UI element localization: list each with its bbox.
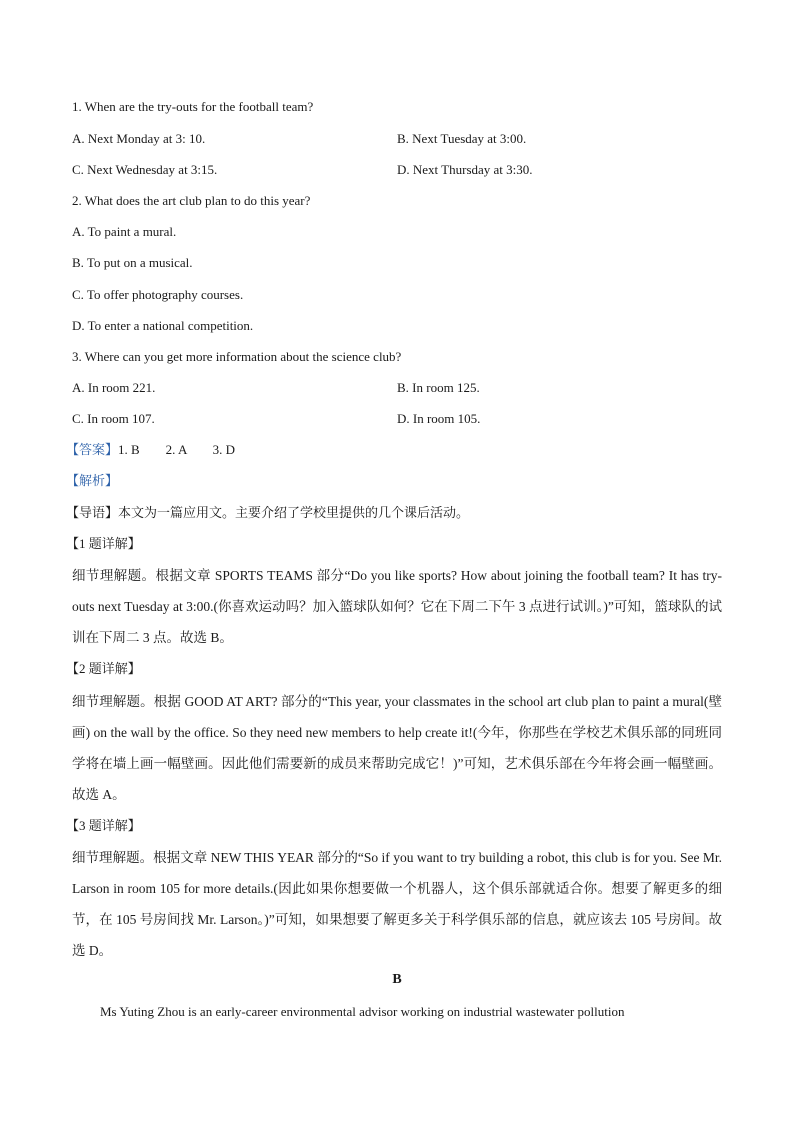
q3-option-b: B. In room 125. [397, 380, 480, 395]
q3-option-a: A. In room 221. [72, 380, 156, 395]
detail-1-label: 【1 题详解】 [66, 536, 141, 551]
answer-label: 【答案】 [66, 442, 119, 457]
q3-option-c: C. In room 107. [72, 411, 155, 426]
detail-2-label: 【2 题详解】 [66, 661, 141, 676]
answer-line [66, 441, 235, 459]
section-b-intro: Ms Yuting Zhou is an early-career environmental advisor working on industrial wastewater pollution [100, 1004, 625, 1019]
q2-option-c: C. To offer photography courses. [72, 287, 244, 302]
analysis-label: 【解析】 [66, 473, 119, 488]
q1-option-c: C. Next Wednesday at 3:15. [72, 162, 218, 177]
detail-2-text: 细节理解题。根据 GOOD AT ART? 部分的“This year, your classmates in the school art club plan to paint a mural(壁画) on the wall by the office. So they need new members to help create it!(今年，你那些在学校艺术俱乐部的同班同学将在墙上画一幅壁画。因此他们需要新的成员来帮助完成它！)”可知，艺术俱乐部在今年将会画一幅壁画。故选 A。 [72, 694, 722, 802]
q2-option-d: D. To enter a national competition. [72, 318, 254, 333]
question-2: 2. What does the art club plan to do this year? [72, 193, 311, 208]
detail-3-label: 【3 题详解】 [66, 818, 141, 833]
question-3: 3. Where can you get more information about the science club? [72, 349, 402, 364]
question-1: 1. When are the try-outs for the football team? [72, 99, 314, 114]
guide-label: 【导语】 [66, 505, 119, 520]
q2-option-a: A. To paint a mural. [72, 224, 177, 239]
q1-option-d: D. Next Thursday at 3:30. [397, 162, 533, 177]
q1-option-a: A. Next Monday at 3: 10. [72, 131, 206, 146]
guide-line [66, 504, 469, 522]
detail-3-text: 细节理解题。根据文章 NEW THIS YEAR 部分的“So if you want to try building a robot, this club is for you. See Mr. Larson in room 105 for more details.(因此如果你想要做一个机器人，这个俱乐部就适合你。想要了解更多的细节，在 105 号房间找 Mr. Larson。)”可知，如果想要了解更多关于科学俱乐部的信息，就应该去 105 号房间。故选 D。 [72, 850, 722, 958]
detail-1-text: 细节理解题。根据文章 SPORTS TEAMS 部分“Do you like sports? How about joining the football team? It has try-outs next Tuesday at 3:00.(你喜欢运动吗？加入篮球队如何？它在下周二下午 3 点进行试训。)”可知，篮球队的试训在下周二 3 点。故选 B。 [72, 568, 722, 645]
section-b-heading: B [392, 972, 402, 987]
q2-option-b: B. To put on a musical. [72, 255, 193, 270]
answer-text: 1. B 2. A 3. D [118, 442, 236, 457]
q3-option-d: D. In room 105. [397, 411, 481, 426]
q1-option-b: B. Next Tuesday at 3:00. [397, 131, 527, 146]
guide-text: 本文为一篇应用文。主要介绍了学校里提供的几个课后活动。 [118, 505, 470, 520]
